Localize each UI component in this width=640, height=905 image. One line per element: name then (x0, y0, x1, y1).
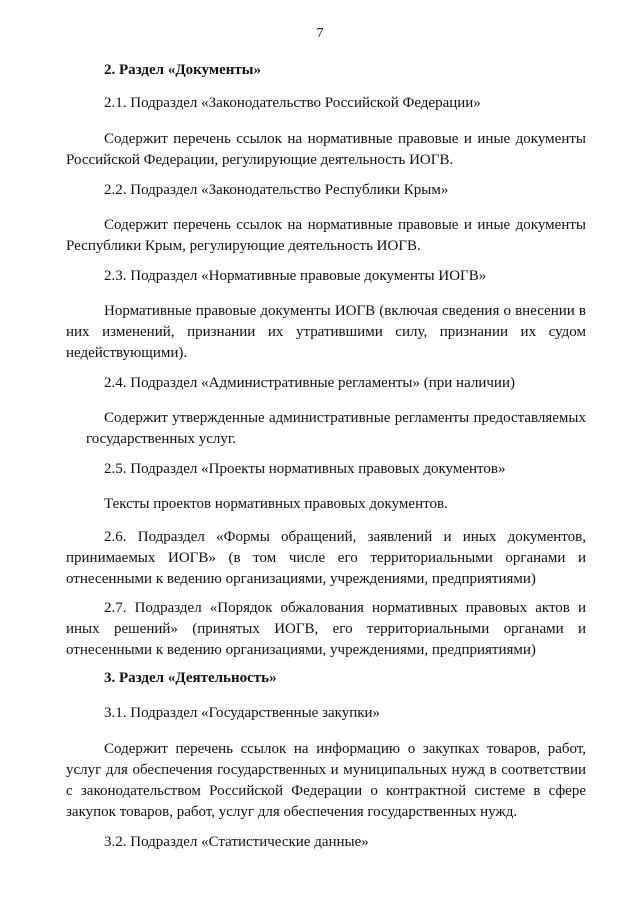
section-heading-activity: 3. Раздел «Деятельность» (104, 670, 277, 686)
subsection-3-2-title: 3.2. Подраздел «Статистические данные» (104, 834, 369, 850)
subsection-2-5-description: Тексты проектов нормативных правовых документов. (104, 496, 448, 512)
subsection-2-5-title: 2.5. Подраздел «Проекты нормативных правовых документов» (104, 461, 506, 477)
page-number: 7 (316, 26, 324, 41)
subsection-2-2-description: Содержит перечень ссылок на нормативные правовые и иные документы Республики Крым, регулирующие деятельность ИОГВ. (66, 217, 586, 254)
subsection-2-1-title: 2.1. Подраздел «Законодательство Российской Федерации» (104, 95, 481, 111)
subsection-2-7-paragraph: 2.7. Подраздел «Порядок обжалования нормативных правовых актов и иных решений» (принятых ИОГВ, его территориальными органами и отнесенными к ведению организациями, учреждениями, предприятиями) (66, 600, 586, 658)
subsection-2-6-paragraph: 2.6. Подраздел «Формы обращений, заявлений и иных документов, принимаемых ИОГВ» (в том числе его территориальными органами и отнесенными к ведению организациями, учреждениями, предприятиями) (66, 529, 586, 587)
subsection-2-4-title: 2.4. Подраздел «Административные регламенты» (при наличии) (104, 375, 515, 391)
subsection-2-1-description: Содержит перечень ссылок на нормативные правовые и иные документы Российской Федерации, регулирующие деятельность ИОГВ. (66, 131, 586, 168)
subsection-2-2-title: 2.2. Подраздел «Законодательство Республики Крым» (104, 182, 449, 198)
subsection-3-1-title: 3.1. Подраздел «Государственные закупки» (104, 705, 381, 721)
subsection-2-4-description: Содержит утвержденные административные регламенты предоставляемых государственных услуг. (86, 410, 586, 447)
section-heading-documents: 2. Раздел «Документы» (104, 62, 261, 78)
subsection-2-3-title: 2.3. Подраздел «Нормативные правовые документы ИОГВ» (104, 268, 487, 284)
subsection-2-3-description: Нормативные правовые документы ИОГВ (включая сведения о внесении в них изменений, признании их утратившими силу, признании их судом недействующими). (66, 303, 586, 361)
subsection-3-1-description: Содержит перечень ссылок на информацию о закупках товаров, работ, услуг для обеспечения государственных и муниципальных нужд в соответствии с законодательством Российской Федерации о контрактной системе в сфере закупок товаров, работ, услуг для обеспечения государственных нужд. (66, 741, 586, 820)
